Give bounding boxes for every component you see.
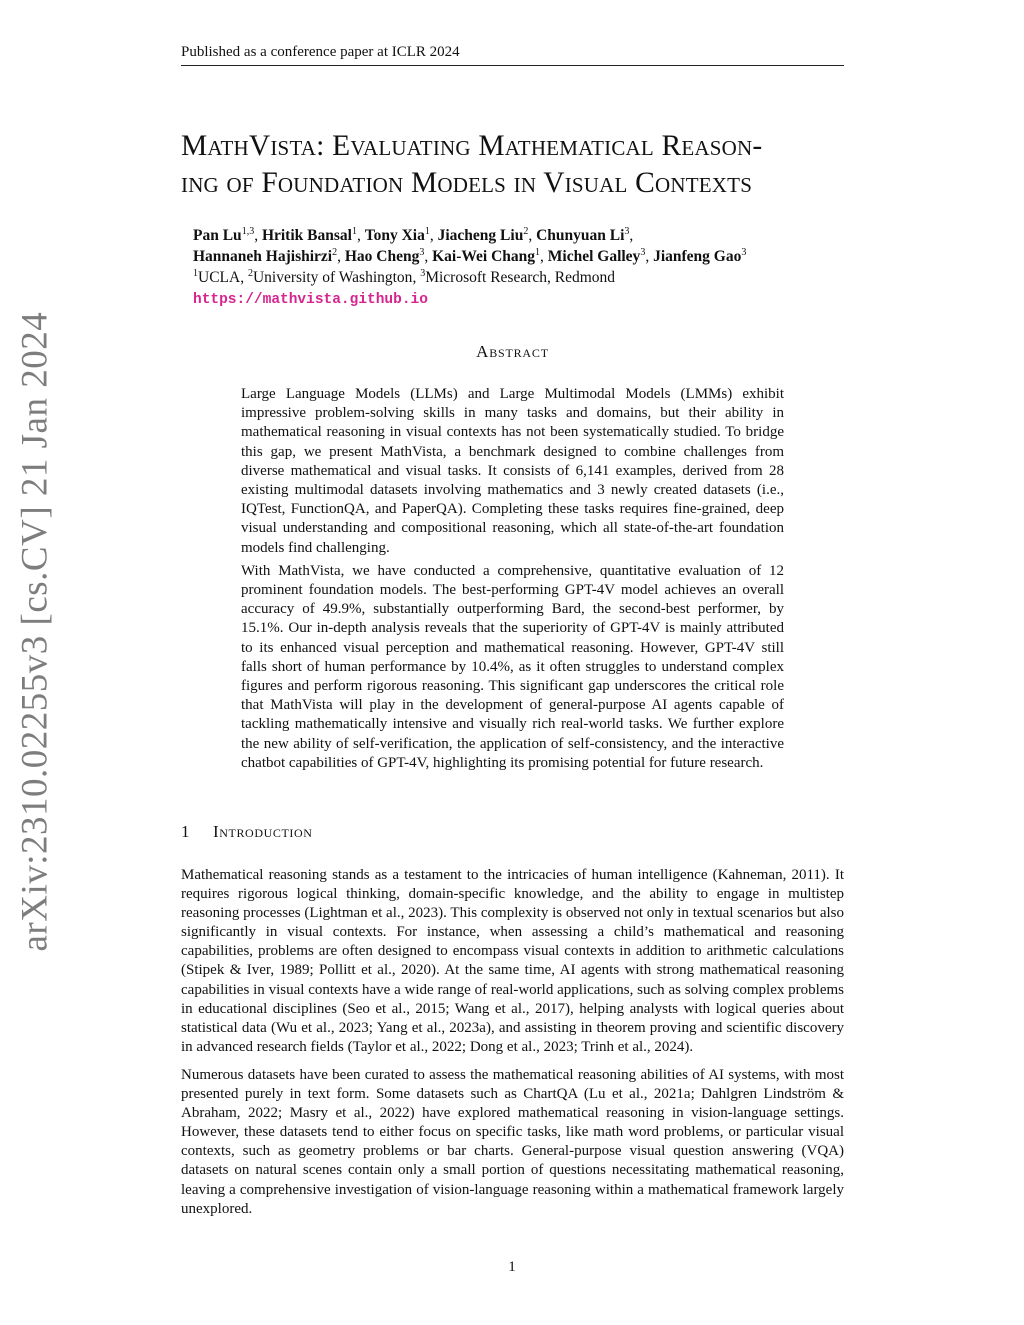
abstract-body [241,385,784,777]
author-name: Michel Galley [547,248,641,265]
abstract-paragraph-1: Large Language Models (LLMs) and Large Multimodal Models (LMMs) exhibit impressive problem-solving skills in many tasks and domains, but their ability in mathematical reasoning in visual contexts has not been systematically studied. To bridge this gap, we present MathVista, a benchmark designed to combine challenges from diverse mathematical and visual tasks. It consists of 6,141 examples, derived from 28 existing multimodal datasets involving mathematics and 3 newly created datasets (i.e., IQTest, FunctionQA, and PaperQA). Completing these tasks requires fine-grained, deep visual understanding and compositional reasoning, which all state-of-the-art foundation models find challenging. [241,386,784,556]
author-name: Pan Lu [193,227,242,244]
project-url-link[interactable]: https://mathvista.github.io [193,292,428,308]
aff-name: University of Washington [252,269,413,286]
author-aff: 3 [741,247,747,258]
abstract-paragraph-2: With MathVista, we have conducted a comprehensive, quantitative evaluation of 12 prominent foundation models. The best-performing GPT-4V model achieves an overall accuracy of 49.9%, substantially outperforming Bard, the second-best performer, by 15.1%. Our in-depth analysis reveals that the superiority of GPT-4V is mainly attributed to its enhanced visual perception and mathematical reasoning. However, GPT-4V still falls short of human performance by 10.4%, as it often struggles to understand complex figures and perform rigorous reasoning. This significant gap underscores the critical role that MathVista will play in the development of general-purpose AI agents capable of tackling mathematically intensive and visually rich real-world tasks. We further explore the new ability of self-verification, the application of self-consistency, and the interactive chatbot capabilities of GPT-4V, highlighting its promising potential for future research. [241,562,784,771]
intro-paragraph-1: Mathematical reasoning stands as a testament to the intricacies of human intelligence (Kahneman, 2011). It requires rigorous logical thinking, domain-specific knowledge, and the ability to engage in multistep reasoning processes (Lightman et al., 2023). This complexity is observed not only in textual scenarios but also significantly in visual contexts. For instance, when assessing a child’s mathematical and reasoning capabilities, problems are often designed to encompass visual contexts in addition to arithmetic calculations (Stipek & Iver, 1989; Pollitt et al., 2020). At the same time, AI agents with strong mathematical reasoning capabilities in visual contexts have a wide range of real-world applications, such as solving complex problems in educational disciplines (Seo et al., 2015; Wang et al., 2017), helping analysts with logical queries about statistical data (Wu et al., 2023; Yang et al., 2023a), and assisting in theorem proving and scientific discovery in advanced research fields (Taylor et al., 2022; Dong et al., 2023; Trinh et al., 2024). [181,867,844,1055]
author-name: Hao Cheng [344,248,420,265]
author-aff: 1 [424,226,430,237]
author-aff: 3 [640,247,646,258]
aff-name: UCLA [198,269,241,286]
author-name: Hritik Bansal [261,227,352,244]
author-aff: 3 [419,247,425,258]
author-name: Hannaneh Hajishirzi [193,248,333,265]
intro-paragraph-2: Numerous datasets have been curated to assess the mathematical reasoning abilities of AI systems, with most presented purely in text form. Some datasets such as ChartQA (Lu et al., 2021a; Dahlgren Lindström & Abraham, 2022; Masry et al., 2022) have explored mathematical reasoning in vision-language settings. However, these datasets tend to either focus on specific tasks, like math word problems, or particular visual contexts, such as geometry problems or bar charts. General-purpose visual question answering (VQA) datasets on natural scenes contain only a small portion of questions necessitating mathematical reasoning, leaving a comprehensive investigation of vision-language reasoning within a mathematical framework largely unexplored. [181,1066,844,1217]
aff-num: 1 [193,268,198,279]
author-line-1: Pan Lu$^{1,3}$, Hritik Bansal$^1$, Tony Xia$^1$, Jiacheng Liu$^2$, Chunyuan Li$^3$, [193,226,634,244]
author-name: Chunyuan Li [536,227,625,244]
author-aff: 2 [332,247,338,258]
aff-name: Microsoft Research, Redmond [425,269,616,286]
title-line-2: ing of Foundation Models in Visual Contexts [181,167,753,199]
author-aff: 2 [523,226,529,237]
section-number: 1 [181,822,191,841]
paper-title [181,128,851,202]
abstract-heading: Abstract [476,342,549,361]
affiliations: $^1$UCLA, $^2$University of Washington, $^3$Microsoft Research, Redmond [193,268,616,286]
title-line-1: MathVista: Evaluating Mathematical Reason- [181,130,763,162]
section-title: Introduction [213,822,313,841]
author-name: Tony Xia [364,227,425,244]
author-aff: 1 [351,226,357,237]
author-line-2: Hannaneh Hajishirzi$^2$, Hao Cheng$^3$, Kai-Wei Chang$^1$, Michel Galley$^3$, Jianfeng Gao$^3$ [193,247,747,265]
arxiv-stamp: arXiv:2310.02255v3 [cs.CV] 21 Jan 2024 [14,311,56,952]
author-aff: 3 [624,226,630,237]
aff-num: 2 [247,268,253,279]
aff-num: 3 [420,268,426,279]
running-header: Published as a conference paper at ICLR 2024 [181,44,844,66]
author-name: Jiacheng Liu [437,227,524,244]
author-aff: 1 [535,247,541,258]
introduction-body [181,866,844,1228]
author-aff: 1,3 [241,226,255,237]
section-heading-introduction [181,822,844,842]
author-block [193,225,833,311]
author-name: Kai-Wei Chang [432,248,536,265]
page-number: 1 [508,1259,516,1275]
author-name: Jianfeng Gao [653,248,742,265]
